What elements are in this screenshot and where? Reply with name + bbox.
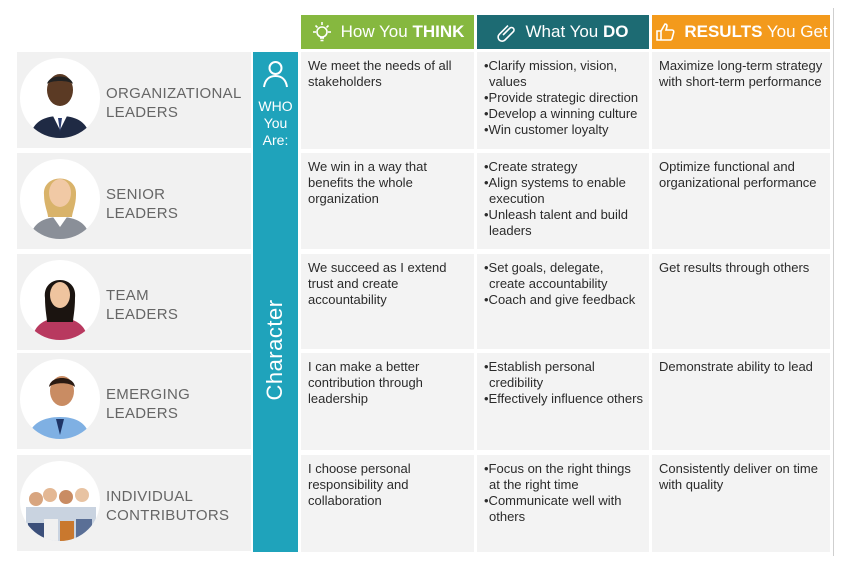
- character-sidebar: [253, 52, 298, 552]
- think-cell: We meet the needs of all stakeholders: [301, 52, 474, 149]
- do-item: •Communicate well with others: [484, 493, 622, 524]
- paperclip-icon: [497, 22, 517, 42]
- header-what-you-do: What You DO: [477, 15, 649, 49]
- leader-label: ORGANIZATIONAL LEADERS: [106, 85, 242, 121]
- think-cell: I can make a better contribution through leadership: [301, 353, 474, 450]
- leader-row-senior: [17, 153, 251, 249]
- do-item: •Focus on the right things at the right time: [484, 461, 631, 492]
- do-item: •Develop a winning culture: [484, 106, 638, 121]
- leader-label: TEAM LEADERS: [106, 287, 179, 323]
- avatar-emerging-leader: [20, 359, 100, 439]
- do-cell: [477, 353, 649, 450]
- leader-row-individual: [17, 455, 251, 551]
- do-cell: [477, 52, 649, 149]
- do-cell: [477, 254, 649, 349]
- do-item: •Set goals, delegate, create accountability: [484, 260, 608, 291]
- do-item: •Win customer loyalty: [484, 122, 609, 137]
- leader-row-team: [17, 254, 251, 350]
- header-results-you-get: RESULTS You Get: [652, 15, 830, 49]
- leader-label: INDIVIDUAL CONTRIBUTORS: [106, 488, 230, 524]
- leader-row-emerging: [17, 353, 251, 449]
- results-cell: Optimize functional and organizational performance: [652, 153, 830, 249]
- think-cell: I choose personal responsibility and collaboration: [301, 455, 474, 552]
- do-item: •Unleash talent and build leaders: [484, 207, 629, 238]
- do-item: •Provide strategic direction: [484, 90, 639, 105]
- avatar-organizational-leader: [20, 58, 100, 138]
- character-label: Character: [262, 299, 287, 401]
- think-cell: We succeed as I extend trust and create accountability: [301, 254, 474, 349]
- avatar-senior-leader: [20, 159, 100, 239]
- lightbulb-icon: [311, 21, 333, 43]
- do-item: •Clarify mission, vision, values: [484, 58, 618, 89]
- thumbs-up-icon: [654, 21, 676, 43]
- do-item: •Create strategy: [484, 159, 578, 174]
- do-item: •Establish personal credibility: [484, 359, 595, 390]
- who-label: WHO: [258, 98, 293, 114]
- results-cell: Consistently deliver on time with quality: [652, 455, 830, 552]
- leader-label: EMERGING LEADERS: [106, 386, 191, 422]
- avatar-team-leader: [20, 260, 100, 340]
- do-cell: [477, 455, 649, 552]
- avatar-individual-contributors: [20, 461, 100, 541]
- person-icon: [262, 60, 289, 88]
- do-item: •Align systems to enable execution: [484, 175, 626, 206]
- results-cell: Demonstrate ability to lead: [652, 353, 830, 450]
- do-item: •Coach and give feedback: [484, 292, 636, 307]
- think-cell: We win in a way that benefits the whole organization: [301, 153, 474, 249]
- results-cell: Get results through others: [652, 254, 830, 349]
- do-cell: [477, 153, 649, 249]
- you-label: You: [263, 115, 288, 131]
- leader-label: SENIOR LEADERS: [106, 186, 179, 222]
- right-border-line: [833, 8, 834, 556]
- results-cell: Maximize long-term strategy with short-term performance: [652, 52, 830, 149]
- header-how-you-think: How You THINK: [301, 15, 474, 49]
- leader-row-organizational: [17, 52, 251, 148]
- are-label: Are:: [262, 132, 289, 148]
- do-item: •Effectively influence others: [484, 391, 643, 406]
